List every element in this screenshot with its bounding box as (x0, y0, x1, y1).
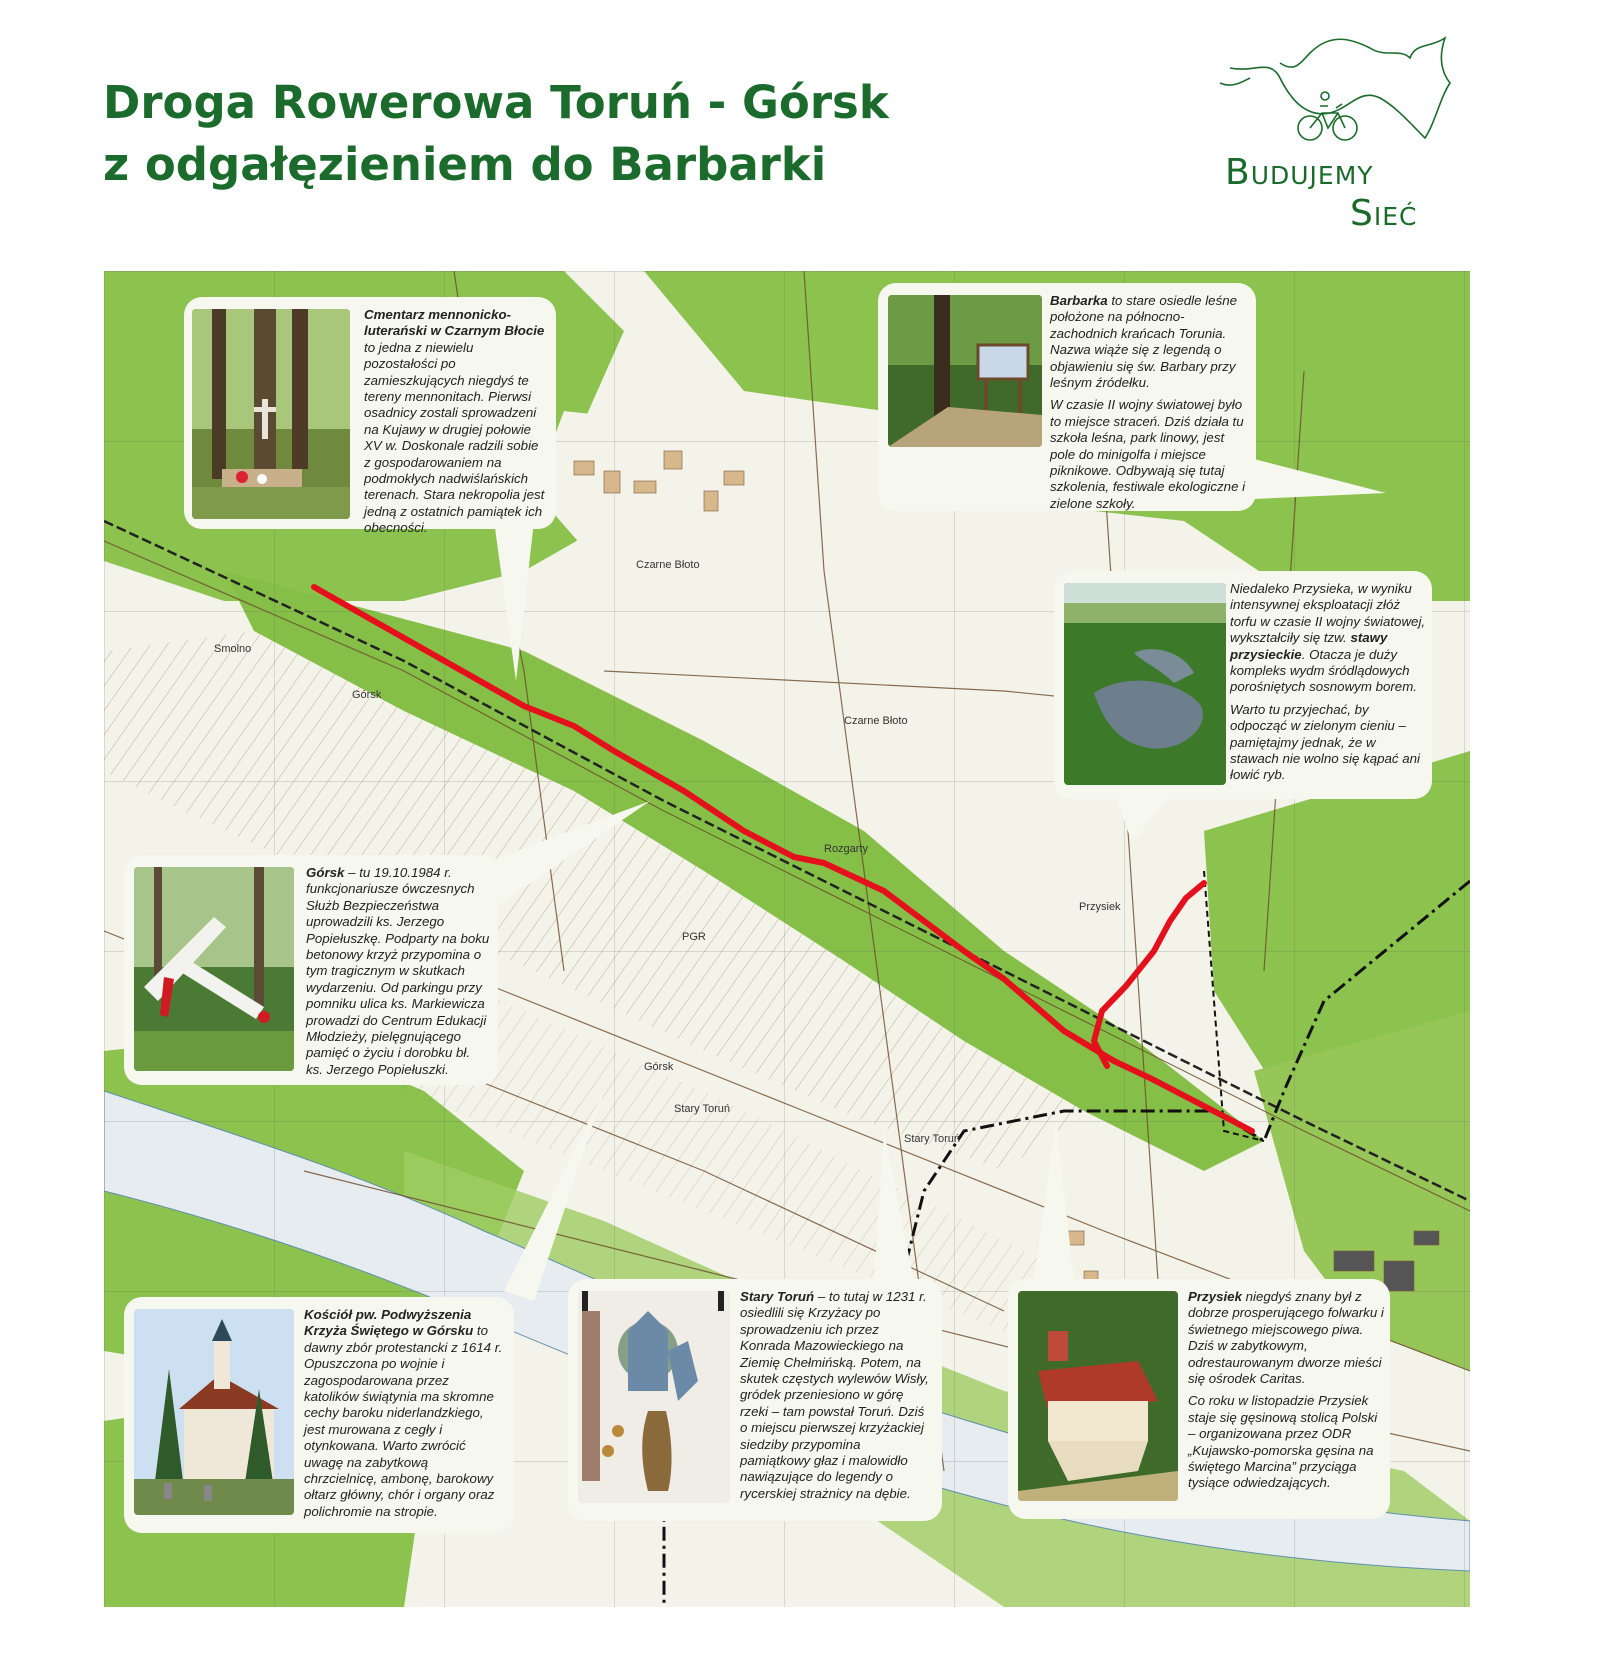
title-line-2: z odgałęzieniem do Barbarki (103, 138, 827, 191)
label-smolno: Smolno (214, 643, 252, 655)
barbarka-title: Barbarka (1050, 293, 1108, 308)
callout-barbarka (878, 283, 1256, 511)
callout-stawy (1054, 571, 1432, 799)
barbarka-body-1: to stare osiedle leśne położone na północno-zachodnich krańcach Torunia. Nazwa wiąże się z legendą o objawieniu się św. Barbary przy leśnym źródełku. (1050, 293, 1238, 391)
label-pgr: PGR (682, 931, 706, 943)
przysiek-body-2: Co roku w listopadzie Przysiek staje się gęsinową stolicą Polski – organizowana przez ODR „Kujawsko-pomorska gęsina na świętego Marcina” przyciąga tysiące odwiedzających. (1188, 1393, 1378, 1491)
callout-przysiek (1008, 1279, 1390, 1519)
logo-bat-bicycle-icon (1210, 28, 1460, 158)
label-gorsk: Górsk (352, 689, 382, 701)
ponds-aerial-photo (1064, 583, 1226, 785)
callout-tail-przysiek (1034, 1121, 1084, 1291)
cmentarz-title: Cmentarz mennonicko-luterański w Czarnym Błocie (364, 307, 545, 339)
label-czarne-bloto-2: Czarne Błoto (844, 715, 908, 727)
stary-torun-title: Stary Toruń (740, 1289, 815, 1304)
label-stary-torun: Stary Toruń (674, 1103, 731, 1115)
label-rozgarty: Rozgarty (824, 843, 869, 855)
gorsk-text (306, 865, 490, 1084)
kosciol-title: Kościół pw. Podwyższenia Krzyża Świętego w Górsku (304, 1307, 474, 1339)
barbarka-text (1050, 293, 1246, 518)
callout-tail-cmentarz (484, 521, 544, 691)
callout-tail-kosciol (504, 1091, 614, 1311)
page-title (103, 72, 923, 196)
callout-tail-gorsk (490, 801, 660, 921)
stawy-body-2: Warto tu przyjechać, by odpocząć w zielonym cieniu – pamiętajmy jednak, że w stawach nie wolno się kąpać ani łowić ryb. (1230, 701, 1420, 783)
przysiek-body-1: niegdyś znany był z dobrze prosperującego folwarku i świetnego miejscowego piwa. Dziś w zabytkowym, odrestaurowanym dworze mieści się ośrodek Caritas. (1188, 1289, 1384, 1387)
label-przysiek: Przysiek (1079, 901, 1121, 913)
forest-board-photo (888, 295, 1042, 447)
topographic-map (104, 271, 1470, 1607)
przysiek-title: Przysiek (1188, 1289, 1242, 1304)
cmentarz-body: to jedna z niewielu pozostałości po zamieszkujących niegdyś te tereny mennonitach. Pierwsi osadnicy zostali sprowadzeni na Kujawy w drugiej połowie XV w. Doskonale radzili sobie z gospodarowaniem na podmokłych nadwiślańskich terenach. Stara nekropolia jest jedną z ostatnich pamiątek ich obecności. (364, 339, 545, 536)
church-photo (134, 1309, 294, 1515)
stawy-body-a: Niedaleko Przysieka, w wyniku intensywnej eksploatacji złóż torfu w czasie II wojny światowej, wykształciły się tzw. (1230, 581, 1426, 646)
kosciol-text (304, 1307, 504, 1526)
callout-stary-torun (568, 1279, 942, 1521)
stawy-title: stawy przysieckie (1230, 630, 1388, 662)
callout-cmentarz (184, 297, 556, 536)
budujemy-siec-logo (1210, 28, 1460, 238)
callout-tail-barbarka (1254, 451, 1394, 511)
mural-knights-photo (578, 1291, 730, 1503)
gorsk-title: Górsk (306, 865, 345, 880)
logo-word-2: Sieć (1350, 193, 1418, 234)
stary-torun-text (740, 1289, 932, 1508)
callout-tail-stary-torun (874, 1131, 934, 1291)
cmentarz-text (364, 307, 546, 543)
label-stary-torun-2: Stary Toruń (904, 1133, 961, 1145)
title-line-1: Droga Rowerowa Toruń - Górsk (103, 76, 889, 129)
manor-aerial-photo (1018, 1291, 1178, 1501)
przysiek-text (1188, 1289, 1384, 1498)
concrete-cross-photo (134, 867, 294, 1071)
barbarka-body-2: W czasie II wojny światowej było to miejsce straceń. Dziś działa tu szkoła leśna, park linowy, jest pole do minigolfa i miejsce piknikowe. Odbywają się tutaj szkolenia, festiwale ekologiczne i zielone szkoły. (1050, 397, 1246, 511)
callout-kosciol (124, 1297, 514, 1533)
kosciol-body: to dawny zbór protestancki z 1614 r. Opuszczona po wojnie i zagospodarowana przez katolików świątynia ma skromne cechy baroku niderlandzkiego, jest murowana z cegły i otynkowana. Warto zwrócić uwagę na zabytkową chrzcielnicę, ambonę, barokowy ołtarz główny, chór i organy oraz polichromie na stropie. (304, 1323, 503, 1519)
logo-word-1: Budujemy (1225, 152, 1374, 193)
stawy-text (1230, 581, 1426, 790)
label-gorsk-2: Górsk (644, 1061, 674, 1073)
label-czarne-bloto: Czarne Błoto (636, 559, 700, 571)
callout-tail-stawy (1114, 791, 1184, 851)
callout-gorsk (124, 855, 498, 1085)
gorsk-body: – tu 19.10.1984 r. funkcjonariusze ówczesnych Służb Bezpieczeństwa uprowadzili ks. Jerzego Popiełuszkę. Podparty na boku betonowy krzyż przypomina o tym tragicznym w skutkach wydarzeniu. Od parkingu przy pomniku ulica ks. Markiewicza prowadzi do Centrum Edukacji Młodzieży, pielęgnującego pamięć o życiu i dorobku bł. ks. Jerzego Popiełuszki. (306, 865, 490, 1077)
stary-torun-body: – to tutaj w 1231 r. osiedlili się Krzyżacy po sprowadzeniu ich przez Konrada Mazowieckiego na Ziemię Chełmińską. Potem, na skutek częstych wylewów Wisły, gródek przeniesiono w górę rzeki – tam powstał Toruń. Dziś o miejscu pierwszej krzyżackiej siedziby przypomina pamiątkowy głaz i malowidło nawiązujące do legendy o rycerskiej strażnicy na dębie. (740, 1289, 929, 1501)
stawy-body-b: . Otacza je duży kompleks wydm śródlądowych porośniętych sosnowym borem. (1230, 646, 1417, 695)
cemetery-crucifix-photo (192, 309, 350, 519)
